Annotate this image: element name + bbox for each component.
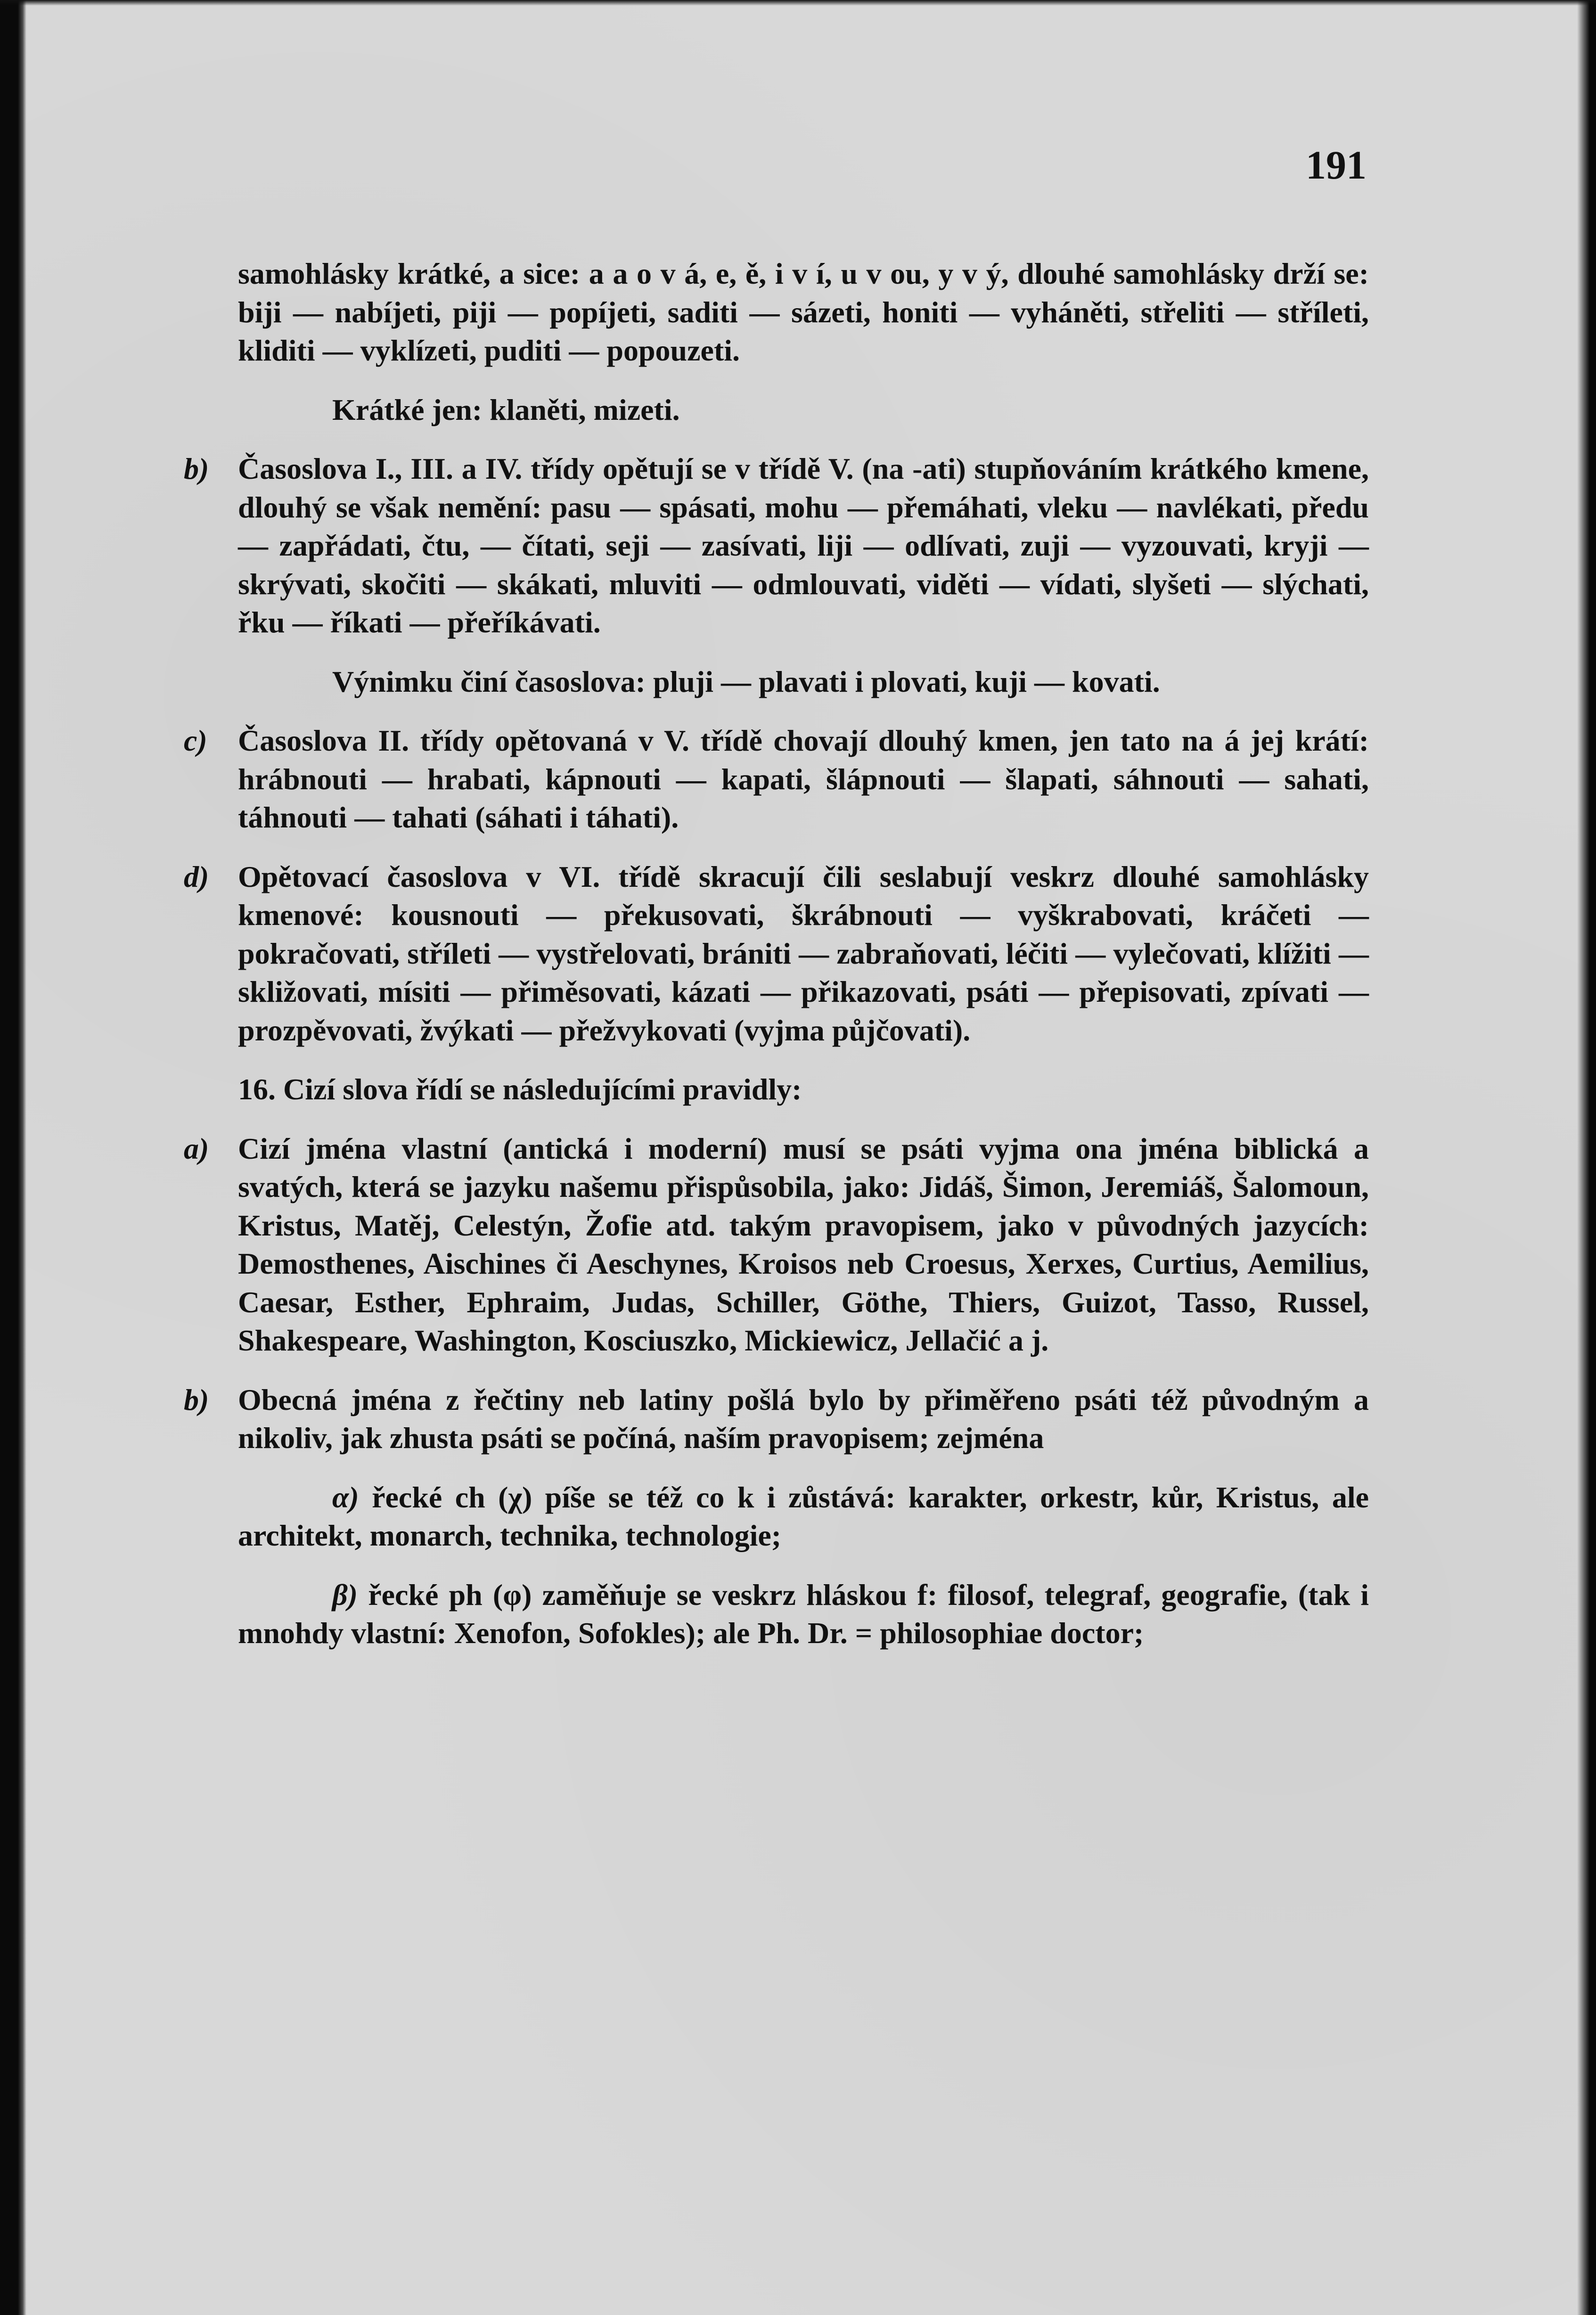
subitem-beta — [238, 1576, 1369, 1652]
subitem-text: řecké ch (χ) píše se též co k i zůstává: karakter, orkestr, kůr, Kristus, ale architekt, monarch, technika, technologie; — [238, 1480, 1369, 1552]
scan-edge-right — [1577, 0, 1596, 2315]
item-c-class-ii — [184, 721, 1369, 837]
item-b-verbs-classes — [184, 450, 1369, 642]
item-text: Obecná jména z řečtiny neb latiny pošlá bylo by přiměřeno psáti též původným a nikoliv, jak zhusta psáti se počíná, naším pravopisem; zejména — [238, 1382, 1369, 1455]
scan-edge-left — [0, 0, 26, 2315]
item-b-common-nouns — [184, 1381, 1369, 1457]
item-text: Cizí jména vlastní (antická i moderní) musí se psáti vyjma ona jména biblická a svatých, která se jazyku našemu přispůsobila, jako: Jidáš, Šimon, Jeremiáš, Šalomoun, Kristus, Matěj, Celestýn, Žofie atd. takým pravopisem, jako v původných jazycích: Demosthenes, Aischines či Aeschynes, Kroisos neb Croesus, Xerxes, Curtius, Aemilius, Caesar, Esther, Ephraim, Judas, Schiller, Göthe, Thiers, Guizot, Tasso, Russel, Shakespeare, Washington, Kosciuszko, Mickiewicz, Jellačić a j. — [238, 1131, 1369, 1357]
paragraph-continuation: samohlásky krátké, a sice: a a o v á, e, ě, i v í, u v ou, y v ý, dlouhé samohlásky drží se: biji — nabíjeti, piji — popíjeti, saditi — sázeti, honiti — vyháněti, střeliti — stříleti, kliditi — vyklízeti, puditi — popouzeti. — [238, 257, 1369, 367]
item-label: d) — [184, 859, 209, 893]
page-number: 191 — [1306, 142, 1367, 188]
item-label: c) — [184, 724, 207, 757]
scan-edge-top — [0, 0, 1596, 6]
item-d-iterative — [184, 858, 1369, 1050]
item-label: a) — [184, 1131, 209, 1165]
item-text: Opětovací časoslova v VI. třídě skracují čili seslabují veskrz dlouhé samohlásky kmenové: kousnouti — překusovati, škrábnouti — vyškrabovati, kráčeti — pokračovati, stříleti — vystřelovati, brániti — zabraňovati, léčiti — vylečovati, klížiti — skližovati, mísiti — přiměsovati, kázati — přikazovati, psáti — přepisovati, zpívati — prozpěvovati, žvýkati — přežvykovati (vyjma půjčovati). — [238, 859, 1369, 1047]
subitem-alpha — [238, 1478, 1369, 1555]
paragraph-short-exceptions: Krátké jen: klaněti, mizeti. — [332, 393, 680, 426]
item-label: b) — [184, 1382, 209, 1416]
subitem-text: řecké ph (φ) zaměňuje se veskrz hláskou f: filosof, telegraf, geografie, (tak i mnohdy vlastní: Xenofon, Sofokles); ale Ph. Dr. = philosophiae doctor; — [238, 1578, 1369, 1650]
page-body — [184, 254, 1369, 1652]
item-label: b) — [184, 452, 209, 485]
item-text: Časoslova II. třídy opětovaná v V. třídě chovají dlouhý kmen, jen tato na á jej krátí: hrábnouti — hrabati, kápnouti — kapati, šlápnouti — šlapati, sáhnouti — sahati, táhnouti — tahati (sáhati i táhati). — [238, 724, 1369, 834]
section-16-heading: 16. Cizí slova řídí se následujícími pravidly: — [238, 1072, 802, 1106]
subitem-label: α) — [332, 1480, 359, 1514]
item-text: Časoslova I., III. a IV. třídy opětují se v třídě V. (na -ati) stupňováním krátkého kmene, dlouhý se však nemění: pasu — spásati, mohu — přemáhati, vleku — navlékati, předu — zapřádati, čtu, — čítati, seji — zasívati, liji — odlívati, zuji — vyzouvati, kryji — skrývati, skočiti — skákati, mluviti — odmlouvati, viděti — vídati, slyšeti — slýchati, řku — říkati — přeříkávati. — [238, 452, 1369, 639]
paragraph-exceptions: Výnimku činí časoslova: pluji — plavati i plovati, kuji — kovati. — [332, 664, 1160, 698]
item-a-foreign-names — [184, 1129, 1369, 1360]
subitem-label: β) — [332, 1578, 358, 1612]
